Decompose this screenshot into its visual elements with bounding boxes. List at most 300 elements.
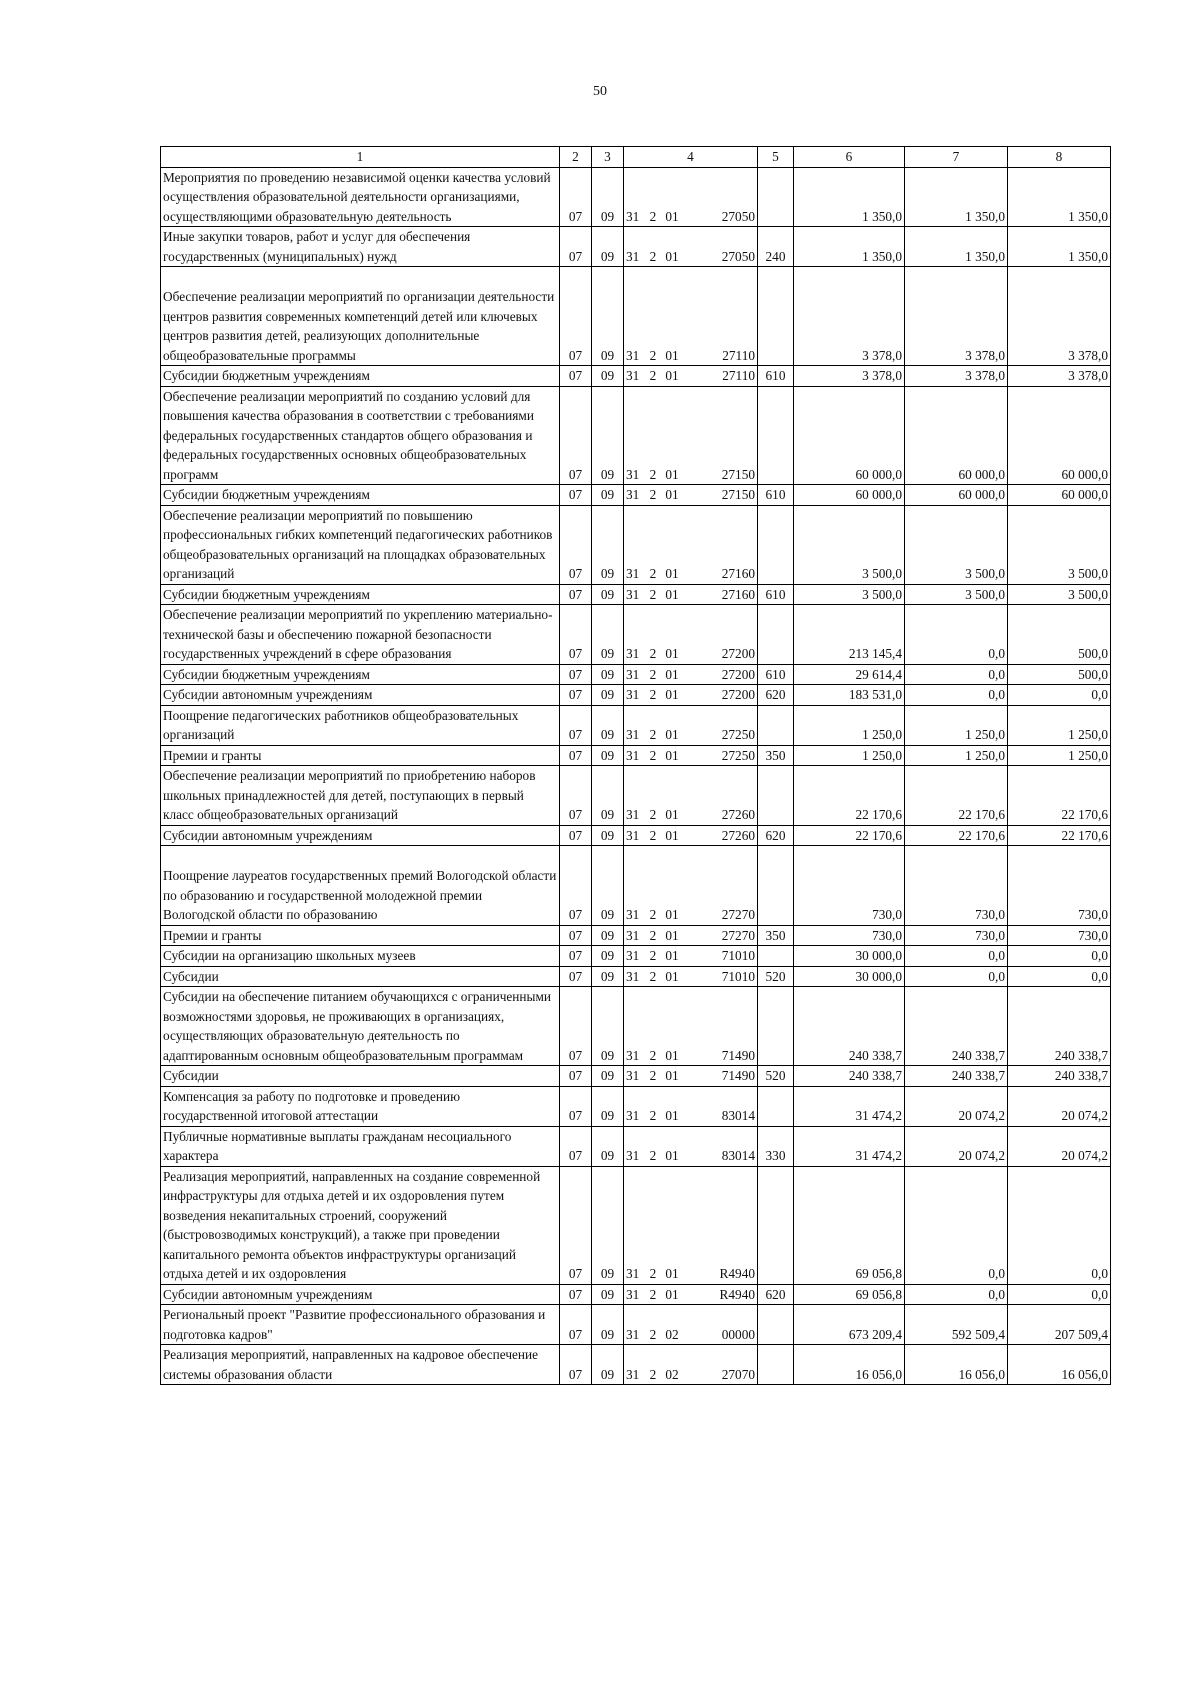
program-code: 31 bbox=[626, 666, 640, 682]
subprogram-code: 2 bbox=[649, 1366, 657, 1382]
event-code: 01 bbox=[665, 807, 679, 822]
program-code: 31 bbox=[626, 566, 640, 581]
amount-col8: 730,0 bbox=[1008, 925, 1111, 946]
event-code: 01 bbox=[665, 907, 679, 922]
target-article-code bbox=[624, 966, 758, 987]
program-code: 31 bbox=[626, 1108, 640, 1123]
event-code: 01 bbox=[665, 248, 679, 264]
expense-type-code: 610 bbox=[758, 366, 794, 387]
amount-col6: 69 056,8 bbox=[794, 1284, 905, 1305]
target-article-code bbox=[624, 1284, 758, 1305]
amount-col8: 3 378,0 bbox=[1008, 366, 1111, 387]
amount-col6: 22 170,6 bbox=[794, 766, 905, 826]
program-code: 31 bbox=[626, 807, 640, 822]
row-name: Субсидии bbox=[161, 966, 560, 987]
subsection-code: 09 bbox=[592, 925, 624, 946]
amount-col8: 0,0 bbox=[1008, 1284, 1111, 1305]
direction-code: 27160 bbox=[721, 586, 755, 602]
amount-col7: 20 074,2 bbox=[905, 1126, 1008, 1166]
amount-col7: 240 338,7 bbox=[905, 987, 1008, 1066]
direction-code: 27270 bbox=[721, 907, 755, 922]
expense-type-code: 240 bbox=[758, 227, 794, 267]
event-code: 01 bbox=[665, 487, 679, 502]
amount-col6: 3 500,0 bbox=[794, 584, 905, 605]
amount-col7: 0,0 bbox=[905, 1284, 1008, 1305]
amount-col6: 730,0 bbox=[794, 925, 905, 946]
expense-type-code: 610 bbox=[758, 584, 794, 605]
event-code: 01 bbox=[665, 466, 679, 482]
direction-code: 27050 bbox=[721, 208, 755, 224]
section-code: 07 bbox=[560, 685, 592, 706]
direction-code: 27150 bbox=[721, 466, 755, 482]
direction-code: 00000 bbox=[721, 1326, 755, 1342]
target-article-code bbox=[624, 1345, 758, 1385]
amount-col6: 240 338,7 bbox=[794, 987, 905, 1066]
expense-type-code: 620 bbox=[758, 685, 794, 706]
subsection-code: 09 bbox=[592, 664, 624, 685]
amount-col8: 1 250,0 bbox=[1008, 745, 1111, 766]
expense-type-code: 620 bbox=[758, 1284, 794, 1305]
amount-col6: 1 250,0 bbox=[794, 705, 905, 745]
amount-col7: 1 250,0 bbox=[905, 705, 1008, 745]
table-row bbox=[161, 1166, 1111, 1284]
direction-code: 71010 bbox=[721, 948, 755, 963]
subsection-code: 09 bbox=[592, 745, 624, 766]
amount-col6: 3 500,0 bbox=[794, 505, 905, 584]
target-article-code bbox=[624, 505, 758, 584]
amount-col7: 3 378,0 bbox=[905, 267, 1008, 366]
row-name: Обеспечение реализации мероприятий по укреплению материально-технической базы и обеспечению пожарной безопасности государственных учреждений в сфере образования bbox=[161, 605, 560, 665]
amount-col7: 730,0 bbox=[905, 925, 1008, 946]
amount-col7: 22 170,6 bbox=[905, 766, 1008, 826]
direction-code: 27270 bbox=[721, 927, 755, 943]
section-code: 07 bbox=[560, 664, 592, 685]
amount-col8: 240 338,7 bbox=[1008, 987, 1111, 1066]
target-article-code bbox=[624, 925, 758, 946]
amount-col6: 31 474,2 bbox=[794, 1086, 905, 1126]
subprogram-code: 2 bbox=[649, 666, 657, 682]
row-name: Субсидии бюджетным учреждениям bbox=[161, 366, 560, 387]
expense-type-code bbox=[758, 987, 794, 1066]
event-code: 01 bbox=[665, 666, 679, 682]
direction-code: 27260 bbox=[721, 807, 755, 822]
section-code: 07 bbox=[560, 584, 592, 605]
program-code: 31 bbox=[626, 747, 640, 763]
amount-col7: 0,0 bbox=[905, 946, 1008, 967]
expense-type-code: 520 bbox=[758, 1066, 794, 1087]
subprogram-code: 2 bbox=[649, 687, 657, 702]
subsection-code: 09 bbox=[592, 966, 624, 987]
subsection-code: 09 bbox=[592, 386, 624, 485]
target-article-code bbox=[624, 485, 758, 506]
row-name: Региональный проект "Развитие профессионального образования и подготовка кадров" bbox=[161, 1305, 560, 1345]
amount-col7: 3 500,0 bbox=[905, 505, 1008, 584]
table-row bbox=[161, 705, 1111, 745]
amount-col7: 0,0 bbox=[905, 685, 1008, 706]
table-row bbox=[161, 825, 1111, 846]
subprogram-code: 2 bbox=[649, 968, 657, 984]
subsection-code: 09 bbox=[592, 1345, 624, 1385]
program-code: 31 bbox=[626, 208, 640, 224]
subsection-code: 09 bbox=[592, 485, 624, 506]
target-article-code bbox=[624, 366, 758, 387]
row-name: Обеспечение реализации мероприятий по приобретению наборов школьных принадлежностей для детей, поступающих в первый класс общеобразовательных организаций bbox=[161, 766, 560, 826]
program-code: 31 bbox=[626, 948, 640, 963]
expense-type-code bbox=[758, 267, 794, 366]
target-article-code bbox=[624, 227, 758, 267]
subprogram-code: 2 bbox=[649, 1108, 657, 1123]
subprogram-code: 2 bbox=[649, 727, 657, 742]
subprogram-code: 2 bbox=[649, 907, 657, 922]
amount-col6: 183 531,0 bbox=[794, 685, 905, 706]
table-row bbox=[161, 664, 1111, 685]
event-code: 02 bbox=[665, 1366, 679, 1382]
amount-col8: 0,0 bbox=[1008, 1166, 1111, 1284]
direction-code: 27250 bbox=[721, 727, 755, 742]
event-code: 01 bbox=[665, 566, 679, 581]
program-code: 31 bbox=[626, 1286, 640, 1302]
event-code: 01 bbox=[665, 347, 679, 363]
subprogram-code: 2 bbox=[649, 466, 657, 482]
section-code: 07 bbox=[560, 1305, 592, 1345]
amount-col7: 3 500,0 bbox=[905, 584, 1008, 605]
amount-col8: 207 509,4 bbox=[1008, 1305, 1111, 1345]
header-row bbox=[161, 147, 1111, 168]
amount-col8: 0,0 bbox=[1008, 685, 1111, 706]
amount-col8: 3 378,0 bbox=[1008, 267, 1111, 366]
subprogram-code: 2 bbox=[649, 646, 657, 661]
program-code: 31 bbox=[626, 466, 640, 482]
section-code: 07 bbox=[560, 705, 592, 745]
subprogram-code: 2 bbox=[649, 1326, 657, 1342]
target-article-code bbox=[624, 664, 758, 685]
amount-col6: 3 378,0 bbox=[794, 366, 905, 387]
section-code: 07 bbox=[560, 485, 592, 506]
amount-col8: 0,0 bbox=[1008, 966, 1111, 987]
header-cell: 5 bbox=[758, 147, 794, 168]
target-article-code bbox=[624, 605, 758, 665]
subsection-code: 09 bbox=[592, 505, 624, 584]
row-name: Поощрение педагогических работников общеобразовательных организаций bbox=[161, 705, 560, 745]
target-article-code bbox=[624, 167, 758, 227]
row-name: Субсидии бюджетным учреждениям bbox=[161, 584, 560, 605]
table-row bbox=[161, 966, 1111, 987]
direction-code: 83014 bbox=[721, 1148, 755, 1163]
row-name: Субсидии bbox=[161, 1066, 560, 1087]
direction-code: 71010 bbox=[721, 968, 755, 984]
subprogram-code: 2 bbox=[649, 948, 657, 963]
program-code: 31 bbox=[626, 1047, 640, 1063]
section-code: 07 bbox=[560, 1066, 592, 1087]
subsection-code: 09 bbox=[592, 1305, 624, 1345]
row-name: Субсидии бюджетным учреждениям bbox=[161, 664, 560, 685]
section-code: 07 bbox=[560, 846, 592, 926]
expense-type-code bbox=[758, 1166, 794, 1284]
table-row bbox=[161, 366, 1111, 387]
subprogram-code: 2 bbox=[649, 1286, 657, 1302]
subprogram-code: 2 bbox=[649, 566, 657, 581]
subsection-code: 09 bbox=[592, 705, 624, 745]
row-name: Премии и гранты bbox=[161, 925, 560, 946]
subprogram-code: 2 bbox=[649, 208, 657, 224]
direction-code: 27200 bbox=[721, 687, 755, 702]
amount-col6: 22 170,6 bbox=[794, 825, 905, 846]
section-code: 07 bbox=[560, 227, 592, 267]
event-code: 01 bbox=[665, 927, 679, 943]
expense-type-code bbox=[758, 705, 794, 745]
target-article-code bbox=[624, 1086, 758, 1126]
subsection-code: 09 bbox=[592, 825, 624, 846]
amount-col8: 1 350,0 bbox=[1008, 227, 1111, 267]
amount-col7: 0,0 bbox=[905, 966, 1008, 987]
amount-col8: 500,0 bbox=[1008, 605, 1111, 665]
row-name: Реализация мероприятий, направленных на создание современной инфраструктуры для отдыха детей и их оздоровления путем возведения некапитальных строений, сооружений (быстровозводимых конструкций), а также при проведении капитального ремонта объектов инфраструктуры организаций отдыха детей и их оздоровления bbox=[161, 1166, 560, 1284]
direction-code: 83014 bbox=[721, 1108, 755, 1123]
subsection-code: 09 bbox=[592, 1066, 624, 1087]
expense-type-code bbox=[758, 766, 794, 826]
subprogram-code: 2 bbox=[649, 1148, 657, 1163]
table-row bbox=[161, 766, 1111, 826]
direction-code: 71490 bbox=[721, 1047, 755, 1063]
subprogram-code: 2 bbox=[649, 586, 657, 602]
subprogram-code: 2 bbox=[649, 927, 657, 943]
direction-code: R4940 bbox=[719, 1286, 755, 1302]
amount-col8: 16 056,0 bbox=[1008, 1345, 1111, 1385]
expense-type-code bbox=[758, 386, 794, 485]
event-code: 01 bbox=[665, 727, 679, 742]
target-article-code bbox=[624, 825, 758, 846]
amount-col8: 1 350,0 bbox=[1008, 167, 1111, 227]
subsection-code: 09 bbox=[592, 167, 624, 227]
amount-col7: 1 250,0 bbox=[905, 745, 1008, 766]
row-name: Компенсация за работу по подготовке и проведению государственной итоговой аттестации bbox=[161, 1086, 560, 1126]
section-code: 07 bbox=[560, 605, 592, 665]
target-article-code bbox=[624, 1305, 758, 1345]
direction-code: 27200 bbox=[721, 666, 755, 682]
amount-col7: 0,0 bbox=[905, 1166, 1008, 1284]
event-code: 01 bbox=[665, 368, 679, 383]
direction-code: 27200 bbox=[721, 646, 755, 661]
amount-col8: 0,0 bbox=[1008, 946, 1111, 967]
amount-col6: 213 145,4 bbox=[794, 605, 905, 665]
amount-col6: 3 378,0 bbox=[794, 267, 905, 366]
row-name: Субсидии на обеспечение питанием обучающихся с ограниченными возможностями здоровья, не проживающих в организациях, осуществляющих образовательную деятельность по адаптированным основным общеобразовательным программам bbox=[161, 987, 560, 1066]
amount-col6: 30 000,0 bbox=[794, 966, 905, 987]
table-row bbox=[161, 1305, 1111, 1345]
section-code: 07 bbox=[560, 946, 592, 967]
expense-type-code: 330 bbox=[758, 1126, 794, 1166]
amount-col6: 30 000,0 bbox=[794, 946, 905, 967]
table-row bbox=[161, 485, 1111, 506]
amount-col6: 1 350,0 bbox=[794, 167, 905, 227]
amount-col6: 31 474,2 bbox=[794, 1126, 905, 1166]
direction-code: 27110 bbox=[722, 347, 755, 363]
header-cell: 8 bbox=[1008, 147, 1111, 168]
amount-col6: 1 250,0 bbox=[794, 745, 905, 766]
target-article-code bbox=[624, 685, 758, 706]
subsection-code: 09 bbox=[592, 1284, 624, 1305]
expense-type-code bbox=[758, 605, 794, 665]
row-name: Субсидии автономным учреждениям bbox=[161, 1284, 560, 1305]
direction-code: 27150 bbox=[721, 487, 755, 502]
expense-type-code bbox=[758, 846, 794, 926]
amount-col8: 730,0 bbox=[1008, 846, 1111, 926]
table-row bbox=[161, 1345, 1111, 1385]
table-row bbox=[161, 1284, 1111, 1305]
section-code: 07 bbox=[560, 766, 592, 826]
subprogram-code: 2 bbox=[649, 487, 657, 502]
row-name: Субсидии автономным учреждениям bbox=[161, 825, 560, 846]
section-code: 07 bbox=[560, 925, 592, 946]
amount-col8: 500,0 bbox=[1008, 664, 1111, 685]
event-code: 02 bbox=[665, 1326, 679, 1342]
program-code: 31 bbox=[626, 1266, 640, 1281]
subprogram-code: 2 bbox=[649, 368, 657, 383]
amount-col7: 0,0 bbox=[905, 664, 1008, 685]
direction-code: 27070 bbox=[721, 1366, 755, 1382]
amount-col7: 20 074,2 bbox=[905, 1086, 1008, 1126]
section-code: 07 bbox=[560, 745, 592, 766]
target-article-code bbox=[624, 705, 758, 745]
subsection-code: 09 bbox=[592, 1126, 624, 1166]
program-code: 31 bbox=[626, 1148, 640, 1163]
event-code: 01 bbox=[665, 1148, 679, 1163]
row-name: Обеспечение реализации мероприятий по созданию условий для повышения качества образования в соответствии с требованиями федеральных государственных стандартов общего образования и федеральных государственных основных общеобразовательных программ bbox=[161, 386, 560, 485]
row-name: Реализация мероприятий, направленных на кадровое обеспечение системы образования области bbox=[161, 1345, 560, 1385]
subsection-code: 09 bbox=[592, 946, 624, 967]
amount-col7: 0,0 bbox=[905, 605, 1008, 665]
budget-table bbox=[160, 146, 1111, 1385]
target-article-code bbox=[624, 946, 758, 967]
event-code: 01 bbox=[665, 687, 679, 702]
section-code: 07 bbox=[560, 167, 592, 227]
event-code: 01 bbox=[665, 1286, 679, 1302]
subsection-code: 09 bbox=[592, 846, 624, 926]
subsection-code: 09 bbox=[592, 605, 624, 665]
row-name: Субсидии бюджетным учреждениям bbox=[161, 485, 560, 506]
amount-col6: 69 056,8 bbox=[794, 1166, 905, 1284]
table-row bbox=[161, 925, 1111, 946]
program-code: 31 bbox=[626, 727, 640, 742]
program-code: 31 bbox=[626, 487, 640, 502]
subsection-code: 09 bbox=[592, 584, 624, 605]
row-name: Субсидии автономным учреждениям bbox=[161, 685, 560, 706]
amount-col7: 60 000,0 bbox=[905, 485, 1008, 506]
expense-type-code: 520 bbox=[758, 966, 794, 987]
header-cell: 4 bbox=[624, 147, 758, 168]
table-row bbox=[161, 1066, 1111, 1087]
program-code: 31 bbox=[626, 927, 640, 943]
program-code: 31 bbox=[626, 968, 640, 984]
subprogram-code: 2 bbox=[649, 827, 657, 843]
program-code: 31 bbox=[626, 248, 640, 264]
event-code: 01 bbox=[665, 948, 679, 963]
direction-code: 71490 bbox=[721, 1068, 755, 1083]
expense-type-code: 620 bbox=[758, 825, 794, 846]
direction-code: 27250 bbox=[721, 747, 755, 763]
subsection-code: 09 bbox=[592, 267, 624, 366]
subsection-code: 09 bbox=[592, 987, 624, 1066]
expense-type-code bbox=[758, 946, 794, 967]
target-article-code bbox=[624, 584, 758, 605]
target-article-code bbox=[624, 1166, 758, 1284]
header-cell: 2 bbox=[560, 147, 592, 168]
table-row bbox=[161, 1086, 1111, 1126]
direction-code: 27160 bbox=[721, 566, 755, 581]
event-code: 01 bbox=[665, 747, 679, 763]
row-name: Публичные нормативные выплаты гражданам несоциального характера bbox=[161, 1126, 560, 1166]
subprogram-code: 2 bbox=[649, 248, 657, 264]
table-row bbox=[161, 584, 1111, 605]
amount-col7: 730,0 bbox=[905, 846, 1008, 926]
amount-col8: 20 074,2 bbox=[1008, 1126, 1111, 1166]
event-code: 01 bbox=[665, 1266, 679, 1281]
section-code: 07 bbox=[560, 1126, 592, 1166]
subprogram-code: 2 bbox=[649, 1068, 657, 1083]
amount-col7: 240 338,7 bbox=[905, 1066, 1008, 1087]
section-code: 07 bbox=[560, 366, 592, 387]
amount-col8: 20 074,2 bbox=[1008, 1086, 1111, 1126]
program-code: 31 bbox=[626, 347, 640, 363]
program-code: 31 bbox=[626, 687, 640, 702]
subprogram-code: 2 bbox=[649, 347, 657, 363]
table-row bbox=[161, 987, 1111, 1066]
subprogram-code: 2 bbox=[649, 1047, 657, 1063]
row-name: Обеспечение реализации мероприятий по повышению профессиональных гибких компетенций педагогических работников общеобразовательных организаций на площадках образовательных организаций bbox=[161, 505, 560, 584]
program-code: 31 bbox=[626, 368, 640, 383]
amount-col8: 3 500,0 bbox=[1008, 584, 1111, 605]
table-row bbox=[161, 227, 1111, 267]
row-name: Поощрение лауреатов государственных премий Вологодской области по образованию и государственной молодежной премии Вологодской области по образованию bbox=[161, 846, 560, 926]
program-code: 31 bbox=[626, 646, 640, 661]
table-row bbox=[161, 386, 1111, 485]
subprogram-code: 2 bbox=[649, 747, 657, 763]
target-article-code bbox=[624, 745, 758, 766]
table-row bbox=[161, 605, 1111, 665]
direction-code: 27050 bbox=[721, 248, 755, 264]
amount-col6: 673 209,4 bbox=[794, 1305, 905, 1345]
table-row bbox=[161, 505, 1111, 584]
program-code: 31 bbox=[626, 907, 640, 922]
header-cell: 6 bbox=[794, 147, 905, 168]
table-row bbox=[161, 745, 1111, 766]
row-name: Мероприятия по проведению независимой оценки качества условий осуществления образовательной деятельности организациями, осуществляющими образовательную деятельность bbox=[161, 167, 560, 227]
expense-type-code bbox=[758, 505, 794, 584]
event-code: 01 bbox=[665, 1108, 679, 1123]
target-article-code bbox=[624, 987, 758, 1066]
amount-col8: 60 000,0 bbox=[1008, 485, 1111, 506]
header-cell: 1 bbox=[161, 147, 560, 168]
event-code: 01 bbox=[665, 968, 679, 984]
amount-col7: 592 509,4 bbox=[905, 1305, 1008, 1345]
table-row bbox=[161, 846, 1111, 926]
section-code: 07 bbox=[560, 1086, 592, 1126]
subsection-code: 09 bbox=[592, 366, 624, 387]
subsection-code: 09 bbox=[592, 227, 624, 267]
event-code: 01 bbox=[665, 586, 679, 602]
event-code: 01 bbox=[665, 646, 679, 661]
expense-type-code bbox=[758, 1305, 794, 1345]
direction-code: 27260 bbox=[721, 827, 755, 843]
table-row bbox=[161, 167, 1111, 227]
direction-code: R4940 bbox=[719, 1266, 755, 1281]
amount-col7: 1 350,0 bbox=[905, 167, 1008, 227]
program-code: 31 bbox=[626, 586, 640, 602]
amount-col7: 22 170,6 bbox=[905, 825, 1008, 846]
target-article-code bbox=[624, 846, 758, 926]
expense-type-code: 610 bbox=[758, 664, 794, 685]
section-code: 07 bbox=[560, 987, 592, 1066]
